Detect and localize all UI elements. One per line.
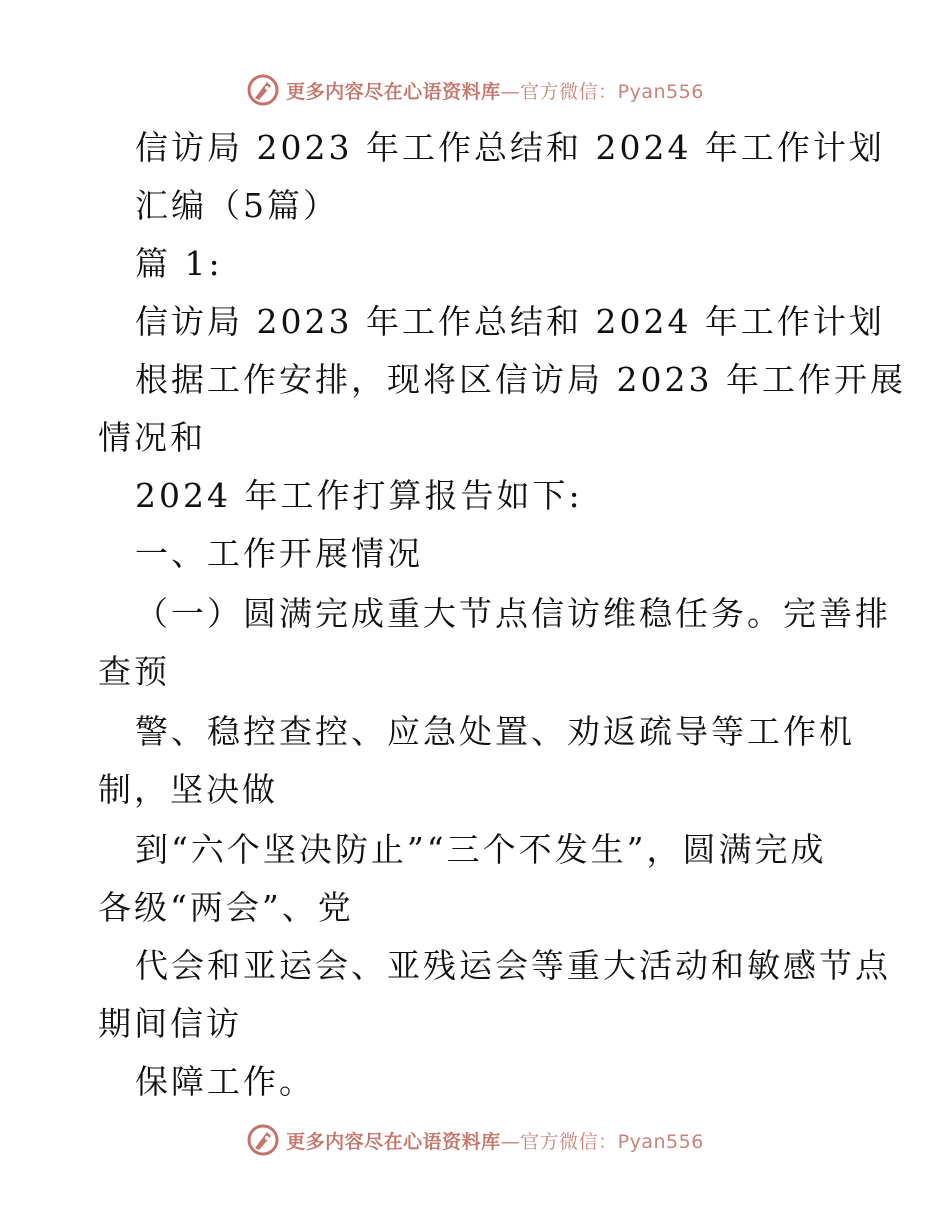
paragraph-line: 期间信访 bbox=[98, 1004, 242, 1043]
section-title: 信访局 2023 年工作总结和 2024 年工作计划 bbox=[135, 302, 885, 341]
paragraph-line: 根据工作安排，现将区信访局 2023 年工作开展 bbox=[135, 360, 906, 399]
watermark-text bbox=[286, 77, 704, 104]
paragraph-line: 各级“两会”、党 bbox=[98, 888, 354, 927]
header-watermark bbox=[0, 70, 950, 110]
subheading: 一、工作开展情况 bbox=[135, 534, 423, 573]
watermark-brand: 更多内容尽在心语资料库 bbox=[286, 80, 501, 103]
watermark-contact: 官方微信：Pyan556 bbox=[520, 80, 704, 103]
watermark-separator: — bbox=[500, 80, 521, 103]
watermark-contact: 官方微信：Pyan556 bbox=[520, 1130, 704, 1153]
paragraph-line: 2024 年工作打算报告如下: bbox=[135, 476, 583, 515]
paragraph-line: 情况和 bbox=[98, 418, 206, 457]
watermark-separator: — bbox=[500, 1130, 521, 1153]
doc-title-line-2: 汇编（5篇） bbox=[135, 186, 339, 225]
section-heading: 篇 1: bbox=[135, 244, 223, 283]
paragraph-line: 代会和亚运会、亚残运会等重大活动和敏感节点 bbox=[135, 946, 891, 985]
doc-title-line-1: 信访局 2023 年工作总结和 2024 年工作计划 bbox=[135, 128, 885, 167]
paragraph-line: 到“六个坚决防止”“三个不发生”，圆满完成 bbox=[135, 830, 827, 869]
watermark-text bbox=[286, 1127, 704, 1154]
pen-nib-seal-icon bbox=[246, 73, 280, 107]
paragraph-line: 制，坚决做 bbox=[98, 770, 278, 809]
footer-watermark bbox=[0, 1120, 950, 1160]
pen-nib-seal-icon bbox=[246, 1123, 280, 1157]
watermark-brand: 更多内容尽在心语资料库 bbox=[286, 1130, 501, 1153]
paragraph-line: 警、稳控查控、应急处置、劝返疏导等工作机 bbox=[135, 712, 855, 751]
paragraph-line: 保障工作。 bbox=[135, 1062, 315, 1101]
paragraph-line: （一）圆满完成重大节点信访维稳任务。完善排 bbox=[135, 594, 891, 633]
paragraph-line: 查预 bbox=[98, 652, 170, 691]
